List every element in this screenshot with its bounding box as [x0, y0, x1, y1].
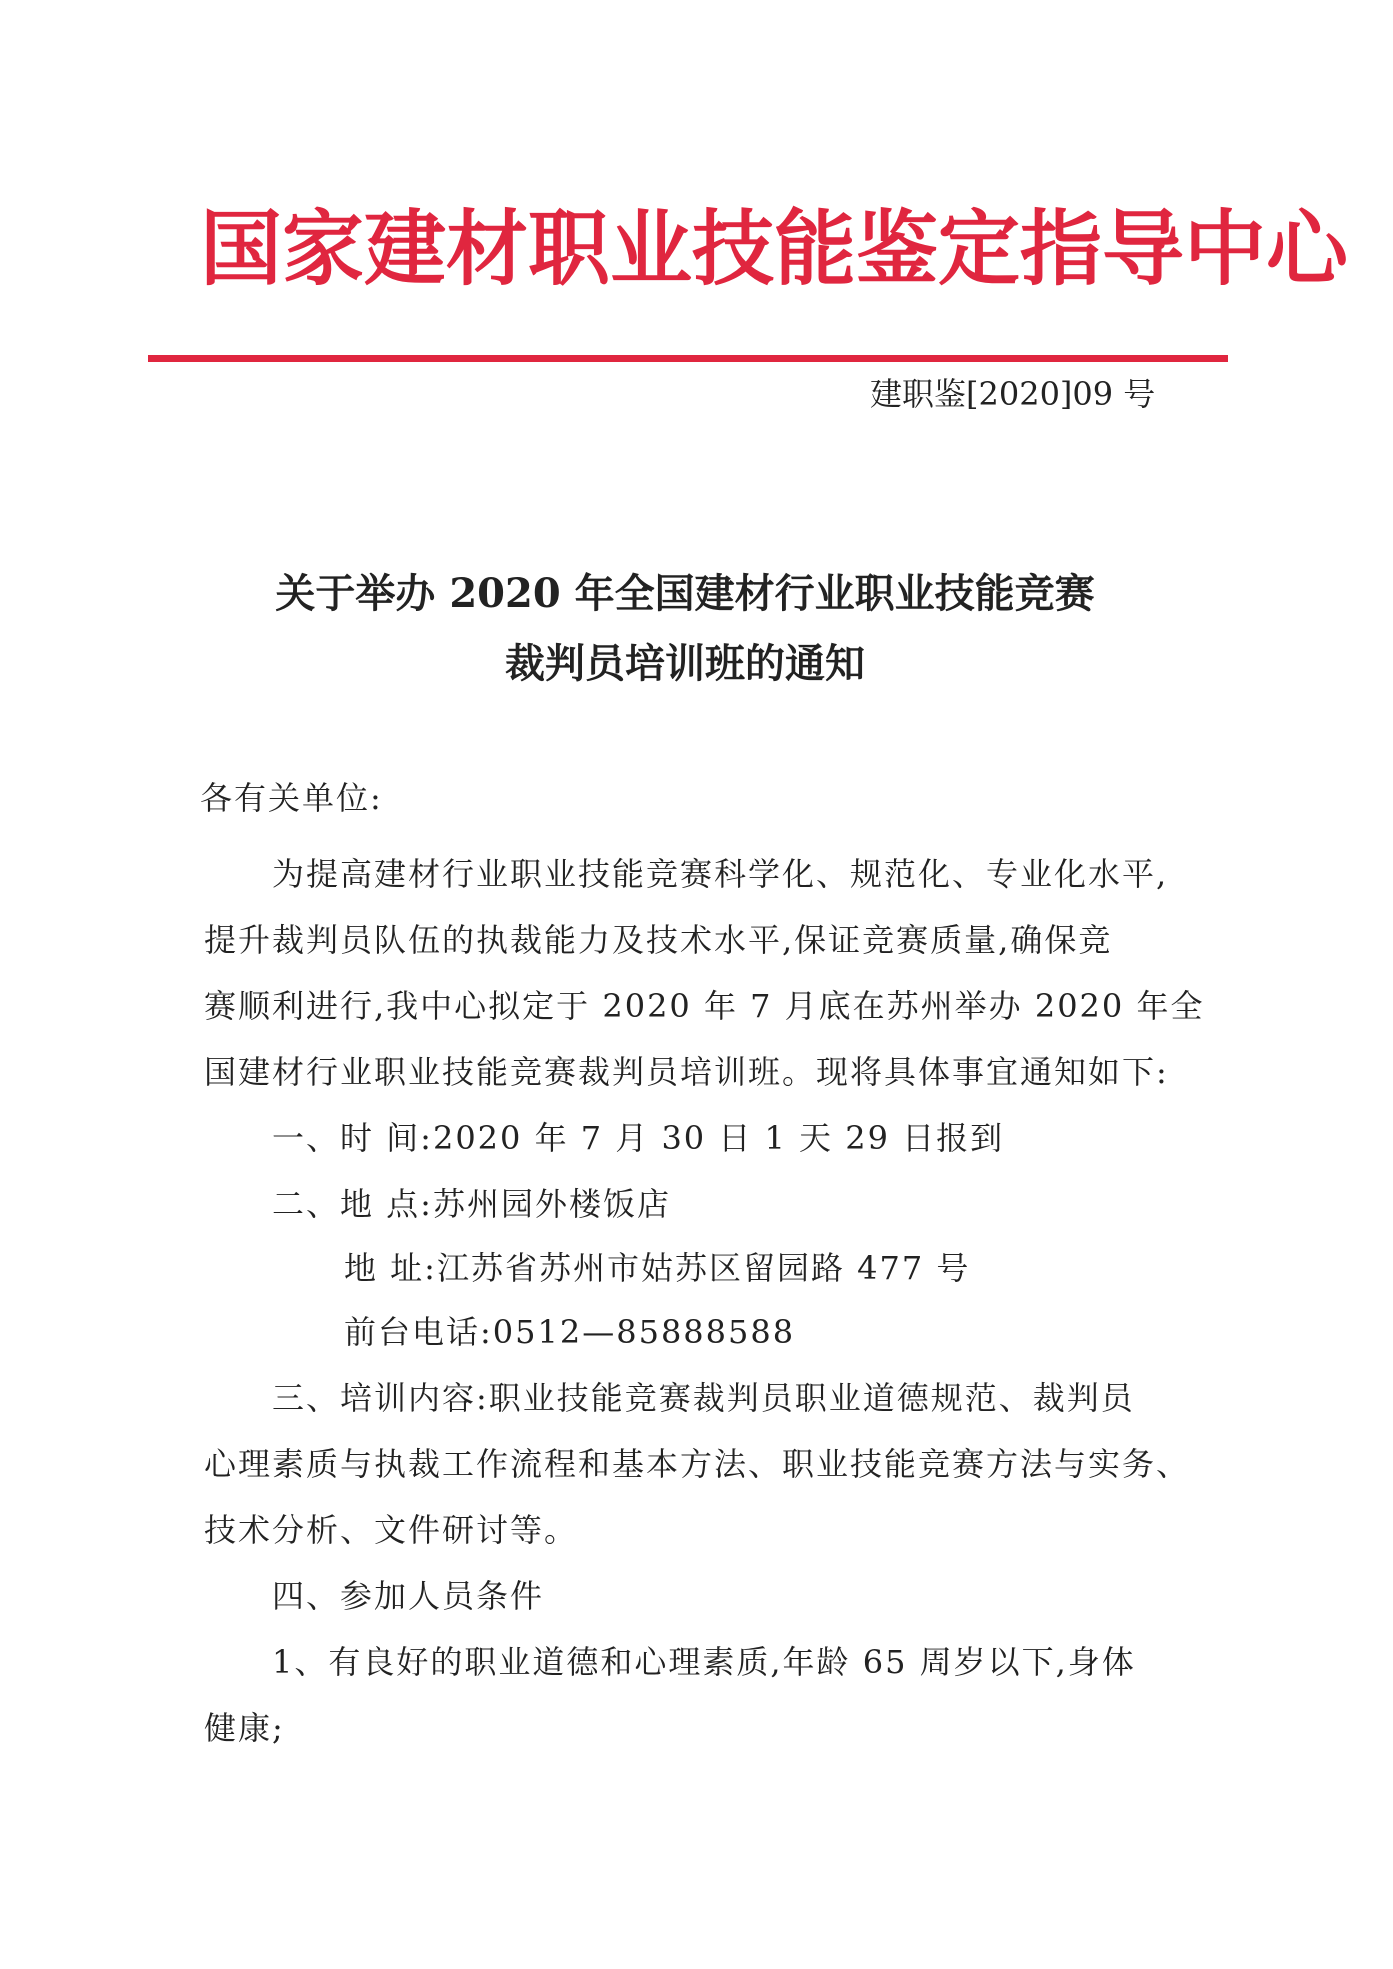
condition1-line-2: 健康;: [204, 1709, 285, 1747]
content-line-1: 三、培训内容:职业技能竞赛裁判员职业道德规范、裁判员: [272, 1379, 1135, 1417]
place-line: 二、地 点:苏州园外楼饭店: [272, 1185, 671, 1223]
content-line-2: 心理素质与执裁工作流程和基本方法、职业技能竞赛方法与实务、: [204, 1445, 1191, 1483]
para1-line-4: 国建材行业职业技能竞赛裁判员培训班。现将具体事宜通知如下:: [204, 1053, 1169, 1091]
condition1-line-1: 1、有良好的职业道德和心理素质,年龄 65 周岁以下,身体: [272, 1643, 1136, 1681]
para1-line-3: 赛顺利进行,我中心拟定于 2020 年 7 月底在苏州举办 2020 年全: [204, 987, 1205, 1025]
time-line: 一、时 间:2020 年 7 月 30 日 1 天 29 日报到: [272, 1119, 1005, 1157]
section4-heading: 四、参加人员条件: [272, 1577, 545, 1615]
phone-line: 前台电话:0512—85888588: [344, 1313, 796, 1351]
org-name-header: 国家建材职业技能鉴定指导中心: [200, 202, 1349, 297]
doc-number: 建职鉴[2020]09 号: [870, 375, 1156, 413]
para1-line-1: 为提高建材行业职业技能竞赛科学化、规范化、专业化水平,: [272, 855, 1169, 893]
address-line: 地 址:江苏省苏州市姑苏区留园路 477 号: [344, 1249, 971, 1287]
content-line-3: 技术分析、文件研讨等。: [204, 1511, 579, 1549]
header-rule: [148, 355, 1228, 362]
doc-title-line-2: 裁判员培训班的通知: [505, 640, 865, 687]
doc-title-line-1: 关于举办 2020 年全国建材行业职业技能竞赛: [275, 570, 1095, 617]
salutation: 各有关单位:: [200, 779, 383, 817]
para1-line-2: 提升裁判员队伍的执裁能力及技术水平,保证竞赛质量,确保竞: [204, 921, 1113, 959]
